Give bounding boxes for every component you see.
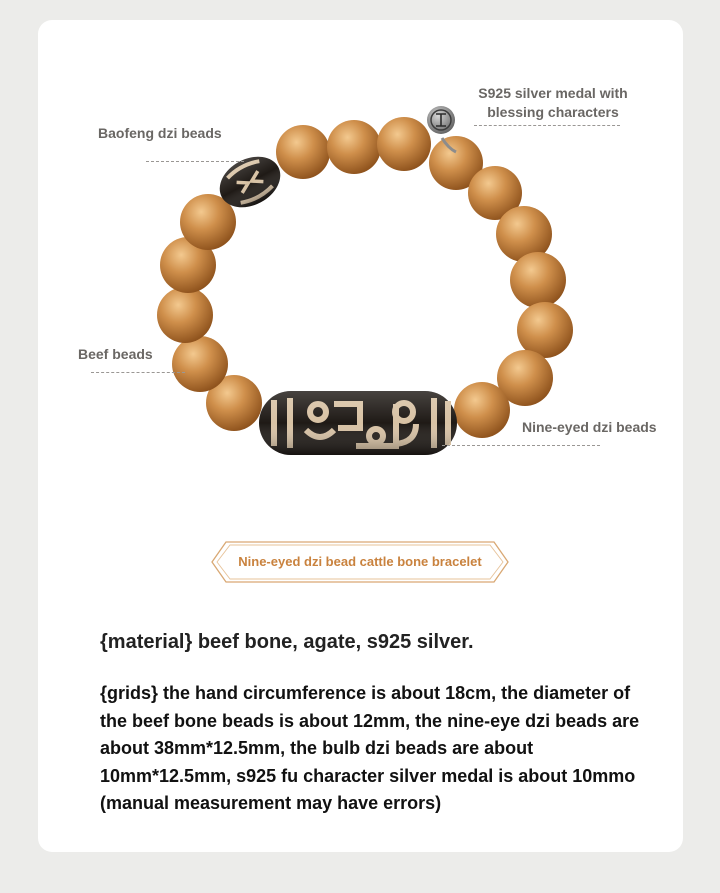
grids-text: {grids} the hand circumference is about 18cm, the diameter of the beef bone beads is about 12mm, the nine-eye dzi beads are about 38mm*12.5mm, the bulb dzi beads are about 10mm*12.5mm, s925 fu character silver medal is about 10mmo (manual measurement may have errors): [100, 683, 640, 813]
nine-eyed-dzi-bead: [259, 391, 457, 455]
callout-medal: [450, 84, 656, 122]
product-title-badge: [210, 540, 510, 584]
product-card: [38, 20, 683, 852]
callout-beef: Beef beads: [78, 346, 153, 362]
product-title: Nine-eyed dzi bead cattle bone bracelet: [238, 554, 482, 569]
beef-beads: [157, 117, 573, 438]
material-text: {material} beef bone, agate, s925 silver.: [100, 631, 474, 653]
callout-medal-line-1: S925 silver medal with: [478, 85, 628, 101]
callout-baofeng: Baofeng dzi beads: [98, 125, 222, 141]
callout-beef-leader: [91, 372, 185, 373]
callout-medal-leader: [474, 125, 620, 126]
callout-nine-eyed: Nine-eyed dzi beads: [522, 419, 657, 435]
callout-baofeng-leader: [146, 161, 244, 162]
callout-nine-eyed-leader: [442, 445, 600, 446]
callout-medal-line-2: blessing characters: [487, 104, 619, 120]
